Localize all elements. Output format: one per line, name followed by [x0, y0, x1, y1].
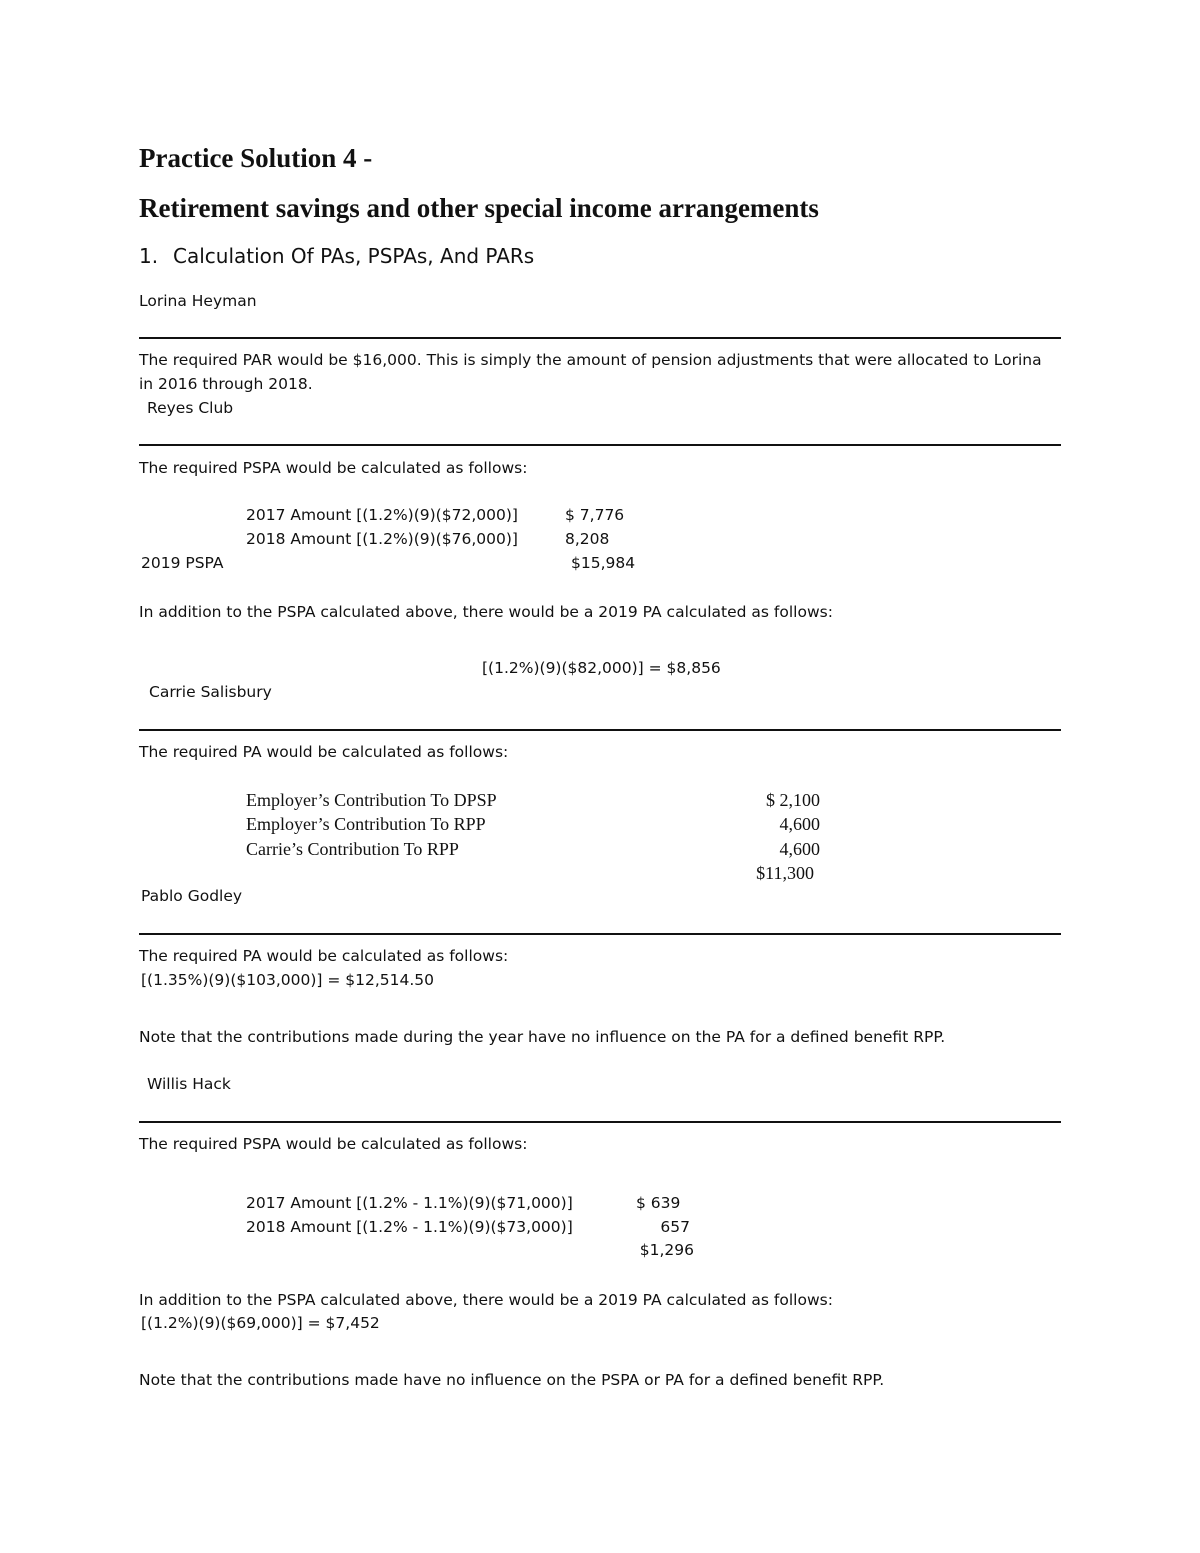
reyes-row2-value: 8,208	[565, 530, 610, 548]
willis-name: Willis Hack	[147, 1075, 231, 1093]
divider	[139, 933, 1061, 935]
carrie-total-value: $11,300	[756, 863, 814, 883]
lorina-text-line2: in 2016 through 2018.	[139, 375, 313, 393]
section-number: 1.	[139, 244, 159, 268]
reyes-pa-formula: [(1.2%)(9)($82,000)] = $8,856	[482, 659, 721, 677]
section-heading: Calculation Of PAs, PSPAs, And PARs	[173, 244, 535, 268]
willis-row1-value: $ 639	[636, 1194, 681, 1212]
willis-row2-label: 2018 Amount [(1.2% - 1.1%)(9)($73,000)]	[246, 1218, 573, 1236]
willis-addition: In addition to the PSPA calculated above, there would be a 2019 PA calculated as follows:	[139, 1291, 833, 1309]
pablo-formula: [(1.35%)(9)($103,000)] = $12,514.50	[141, 971, 435, 989]
willis-row2-value: 657	[660, 1218, 690, 1236]
carrie-row2-value: 4,600	[779, 814, 820, 834]
divider	[139, 1121, 1061, 1123]
reyes-row1-label: 2017 Amount [(1.2%)(9)($72,000)]	[246, 506, 518, 524]
reyes-row2-label: 2018 Amount [(1.2%)(9)($76,000)]	[246, 530, 518, 548]
willis-intro: The required PSPA would be calculated as follows:	[139, 1135, 528, 1153]
carrie-row3-value: 4,600	[779, 839, 820, 859]
willis-pa-formula: [(1.2%)(9)($69,000)] = $7,452	[141, 1314, 380, 1332]
carrie-name: Carrie Salisbury	[149, 683, 272, 701]
pablo-name: Pablo Godley	[141, 887, 243, 905]
carrie-row1-label: Employer’s Contribution To DPSP	[246, 790, 497, 810]
divider	[139, 444, 1061, 446]
carrie-intro: The required PA would be calculated as follows:	[139, 743, 509, 761]
reyes-addition: In addition to the PSPA calculated above, there would be a 2019 PA calculated as follows:	[139, 603, 833, 621]
lorina-name: Lorina Heyman	[139, 292, 257, 310]
pablo-intro: The required PA would be calculated as follows:	[139, 947, 509, 965]
reyes-total-value: $15,984	[571, 554, 636, 572]
carrie-row2-label: Employer’s Contribution To RPP	[246, 814, 486, 834]
lorina-text-line1: The required PAR would be $16,000. This is simply the amount of pension adjustments that were allocated to Lorina	[139, 351, 1042, 369]
divider	[139, 729, 1061, 731]
page-title: Practice Solution 4 -	[139, 143, 373, 173]
pablo-note: Note that the contributions made during the year have no influence on the PA for a defined benefit RPP.	[139, 1028, 946, 1046]
carrie-row1-value: $ 2,100	[766, 790, 820, 810]
reyes-total-label: 2019 PSPA	[141, 554, 224, 572]
divider	[139, 337, 1061, 339]
carrie-row3-label: Carrie’s Contribution To RPP	[246, 839, 459, 859]
willis-total-value: $1,296	[639, 1241, 694, 1259]
page-subtitle: Retirement savings and other special income arrangements	[139, 193, 819, 223]
reyes-name: Reyes Club	[147, 399, 234, 417]
reyes-intro: The required PSPA would be calculated as follows:	[139, 459, 528, 477]
willis-note: Note that the contributions made have no influence on the PSPA or PA for a defined benefit RPP.	[139, 1371, 885, 1389]
reyes-row1-value: $ 7,776	[565, 506, 625, 524]
willis-row1-label: 2017 Amount [(1.2% - 1.1%)(9)($71,000)]	[246, 1194, 573, 1212]
